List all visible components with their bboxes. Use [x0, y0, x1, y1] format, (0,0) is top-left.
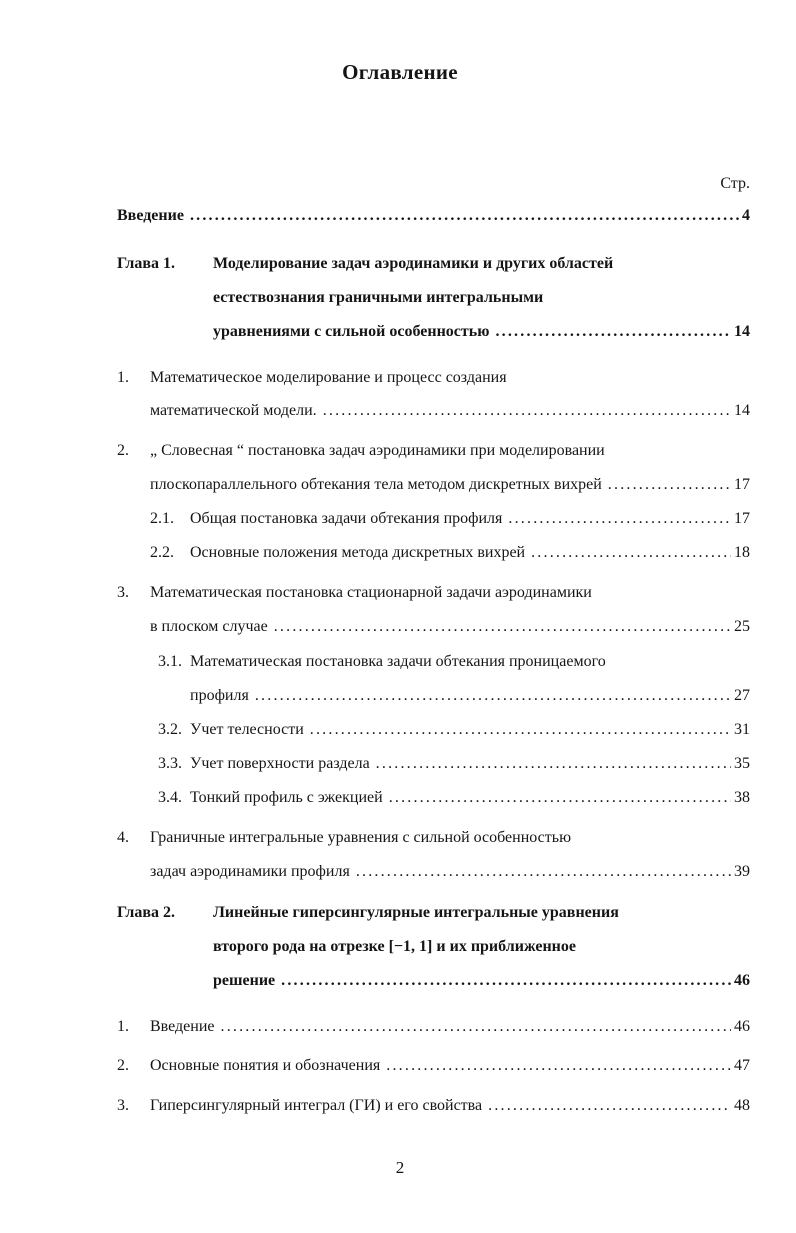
dot-leader [488, 1095, 731, 1117]
dot-leader [190, 205, 739, 227]
dot-leader [274, 616, 731, 638]
dot-leader [495, 321, 731, 343]
subsection-3-1-title-line-1[interactable]: Математическая постановка задачи обтекания проницаемого [190, 653, 606, 670]
section-4-title-line-1[interactable]: Граничные интегральные уравнения с сильной особенностью [150, 829, 572, 846]
subsection-3-2-number: 3.2. [158, 721, 182, 738]
toc-entry-label: уравнениями с сильной особенностью [213, 323, 490, 340]
section-1-number: 1. [117, 369, 129, 386]
subsection-3-3-number: 3.3. [158, 755, 182, 772]
toc-entry-label: решение [213, 972, 276, 989]
toc-entry-ch2-section-3[interactable] [150, 1095, 750, 1117]
toc-entry-label: Основные положения метода дискретных вихрей [190, 544, 526, 561]
section-3-title-line-1[interactable]: Математическая постановка стационарной задачи аэродинамики [150, 584, 592, 601]
toc-page-number: 47 [734, 1057, 750, 1074]
page-column-label: Стр. [720, 175, 750, 192]
toc-page-number: 39 [734, 863, 750, 880]
toc-entry-subsection-2-2[interactable] [190, 542, 750, 564]
toc-entry-subsection-3-1[interactable] [190, 685, 750, 707]
toc-entry-label: Общая постановка задачи обтекания профиля [190, 510, 503, 527]
toc-entry-label: Гиперсингулярный интеграл (ГИ) и его свойства [150, 1097, 483, 1114]
toc-entry-subsection-3-4[interactable] [190, 787, 750, 809]
chapter-1-number: Глава 1. [117, 255, 175, 272]
toc-page-number: 25 [734, 618, 750, 635]
ch2-section-3-number: 3. [117, 1097, 129, 1114]
toc-page-number: 14 [734, 402, 750, 419]
dot-leader [608, 474, 731, 496]
page-title: Оглавление [342, 60, 458, 84]
toc-entry-label: задач аэродинамики профиля [150, 863, 350, 880]
toc-entry-section-1[interactable] [150, 400, 750, 422]
page-number: 2 [395, 1158, 405, 1177]
toc-entry-ch2-section-2[interactable] [150, 1055, 750, 1077]
toc-page-number: 17 [734, 510, 750, 527]
toc-entry-subsection-2-1[interactable] [190, 508, 750, 530]
dot-leader [356, 861, 731, 883]
toc-page-number: 38 [734, 789, 750, 806]
toc-entry-chapter-2[interactable] [213, 970, 750, 992]
toc-entry-label: плоскопараллельного обтекания тела методом дискретных вихрей [150, 476, 602, 493]
toc-entry-label: Основные понятия и обозначения [150, 1057, 381, 1074]
toc-page-number: 46 [734, 972, 750, 989]
dot-leader [310, 719, 731, 741]
subsection-3-4-number: 3.4. [158, 789, 182, 806]
chapter-1-title-line-1[interactable]: Моделирование задач аэродинамики и других областей [213, 255, 614, 272]
section-1-title-line-1[interactable]: Математическое моделирование и процесс создания [150, 369, 507, 386]
toc-entry-introduction[interactable] [117, 205, 750, 227]
toc-page-number: 18 [734, 544, 750, 561]
toc-page-number: 35 [734, 755, 750, 772]
toc-entry-label: математической модели. [150, 402, 317, 419]
dot-leader [323, 400, 731, 422]
subsection-3-1-number: 3.1. [158, 653, 182, 670]
toc-entry-label: Введение [150, 1018, 215, 1035]
section-4-number: 4. [117, 829, 129, 846]
toc-entry-section-2[interactable] [150, 474, 750, 496]
subsection-2-1-number: 2.1. [150, 510, 174, 527]
toc-page-number: 46 [734, 1018, 750, 1035]
dot-leader [376, 753, 731, 775]
toc-entry-chapter-1[interactable] [213, 321, 750, 343]
toc-entry-label: в плоском случае [150, 618, 268, 635]
toc-page-number: 48 [734, 1097, 750, 1114]
ch2-section-1-number: 1. [117, 1018, 129, 1035]
toc-entry-subsection-3-3[interactable] [190, 753, 750, 775]
toc-page-number: 27 [734, 687, 750, 704]
dot-leader [281, 970, 731, 992]
dot-leader [389, 787, 731, 809]
chapter-2-number: Глава 2. [117, 904, 175, 921]
chapter-2-title-line-1[interactable]: Линейные гиперсингулярные интегральные уравнения [213, 904, 619, 921]
toc-entry-section-4[interactable] [150, 861, 750, 883]
toc-page-number: 4 [742, 207, 750, 224]
section-2-title-line-1[interactable]: „ Словесная “ постановка задач аэродинамики при моделировании [150, 442, 605, 459]
toc-page-number: 17 [734, 476, 750, 493]
chapter-2-title-line-2[interactable]: второго рода на отрезке [−1, 1] и их приближенное [213, 938, 576, 955]
toc-entry-label: Учет телесности [190, 721, 304, 738]
dot-leader [531, 542, 731, 564]
toc-entry-subsection-3-2[interactable] [190, 719, 750, 741]
chapter-1-title-line-2[interactable]: естествознания граничными интегральными [213, 289, 544, 306]
toc-entry-ch2-section-1[interactable] [150, 1016, 750, 1038]
dot-leader [221, 1016, 732, 1038]
toc-page-number: 31 [734, 721, 750, 738]
ch2-section-2-number: 2. [117, 1057, 129, 1074]
dot-leader [386, 1055, 731, 1077]
dot-leader [508, 508, 731, 530]
subsection-2-2-number: 2.2. [150, 544, 174, 561]
toc-entry-label: Введение [117, 207, 184, 224]
dot-leader [255, 685, 731, 707]
section-2-number: 2. [117, 442, 129, 459]
toc-page-number: 14 [734, 323, 750, 340]
toc-entry-section-3[interactable] [150, 616, 750, 638]
toc-entry-label: профиля [190, 687, 249, 704]
toc-entry-label: Тонкий профиль с эжекцией [190, 789, 383, 806]
section-3-number: 3. [117, 584, 129, 601]
toc-entry-label: Учет поверхности раздела [190, 755, 370, 772]
